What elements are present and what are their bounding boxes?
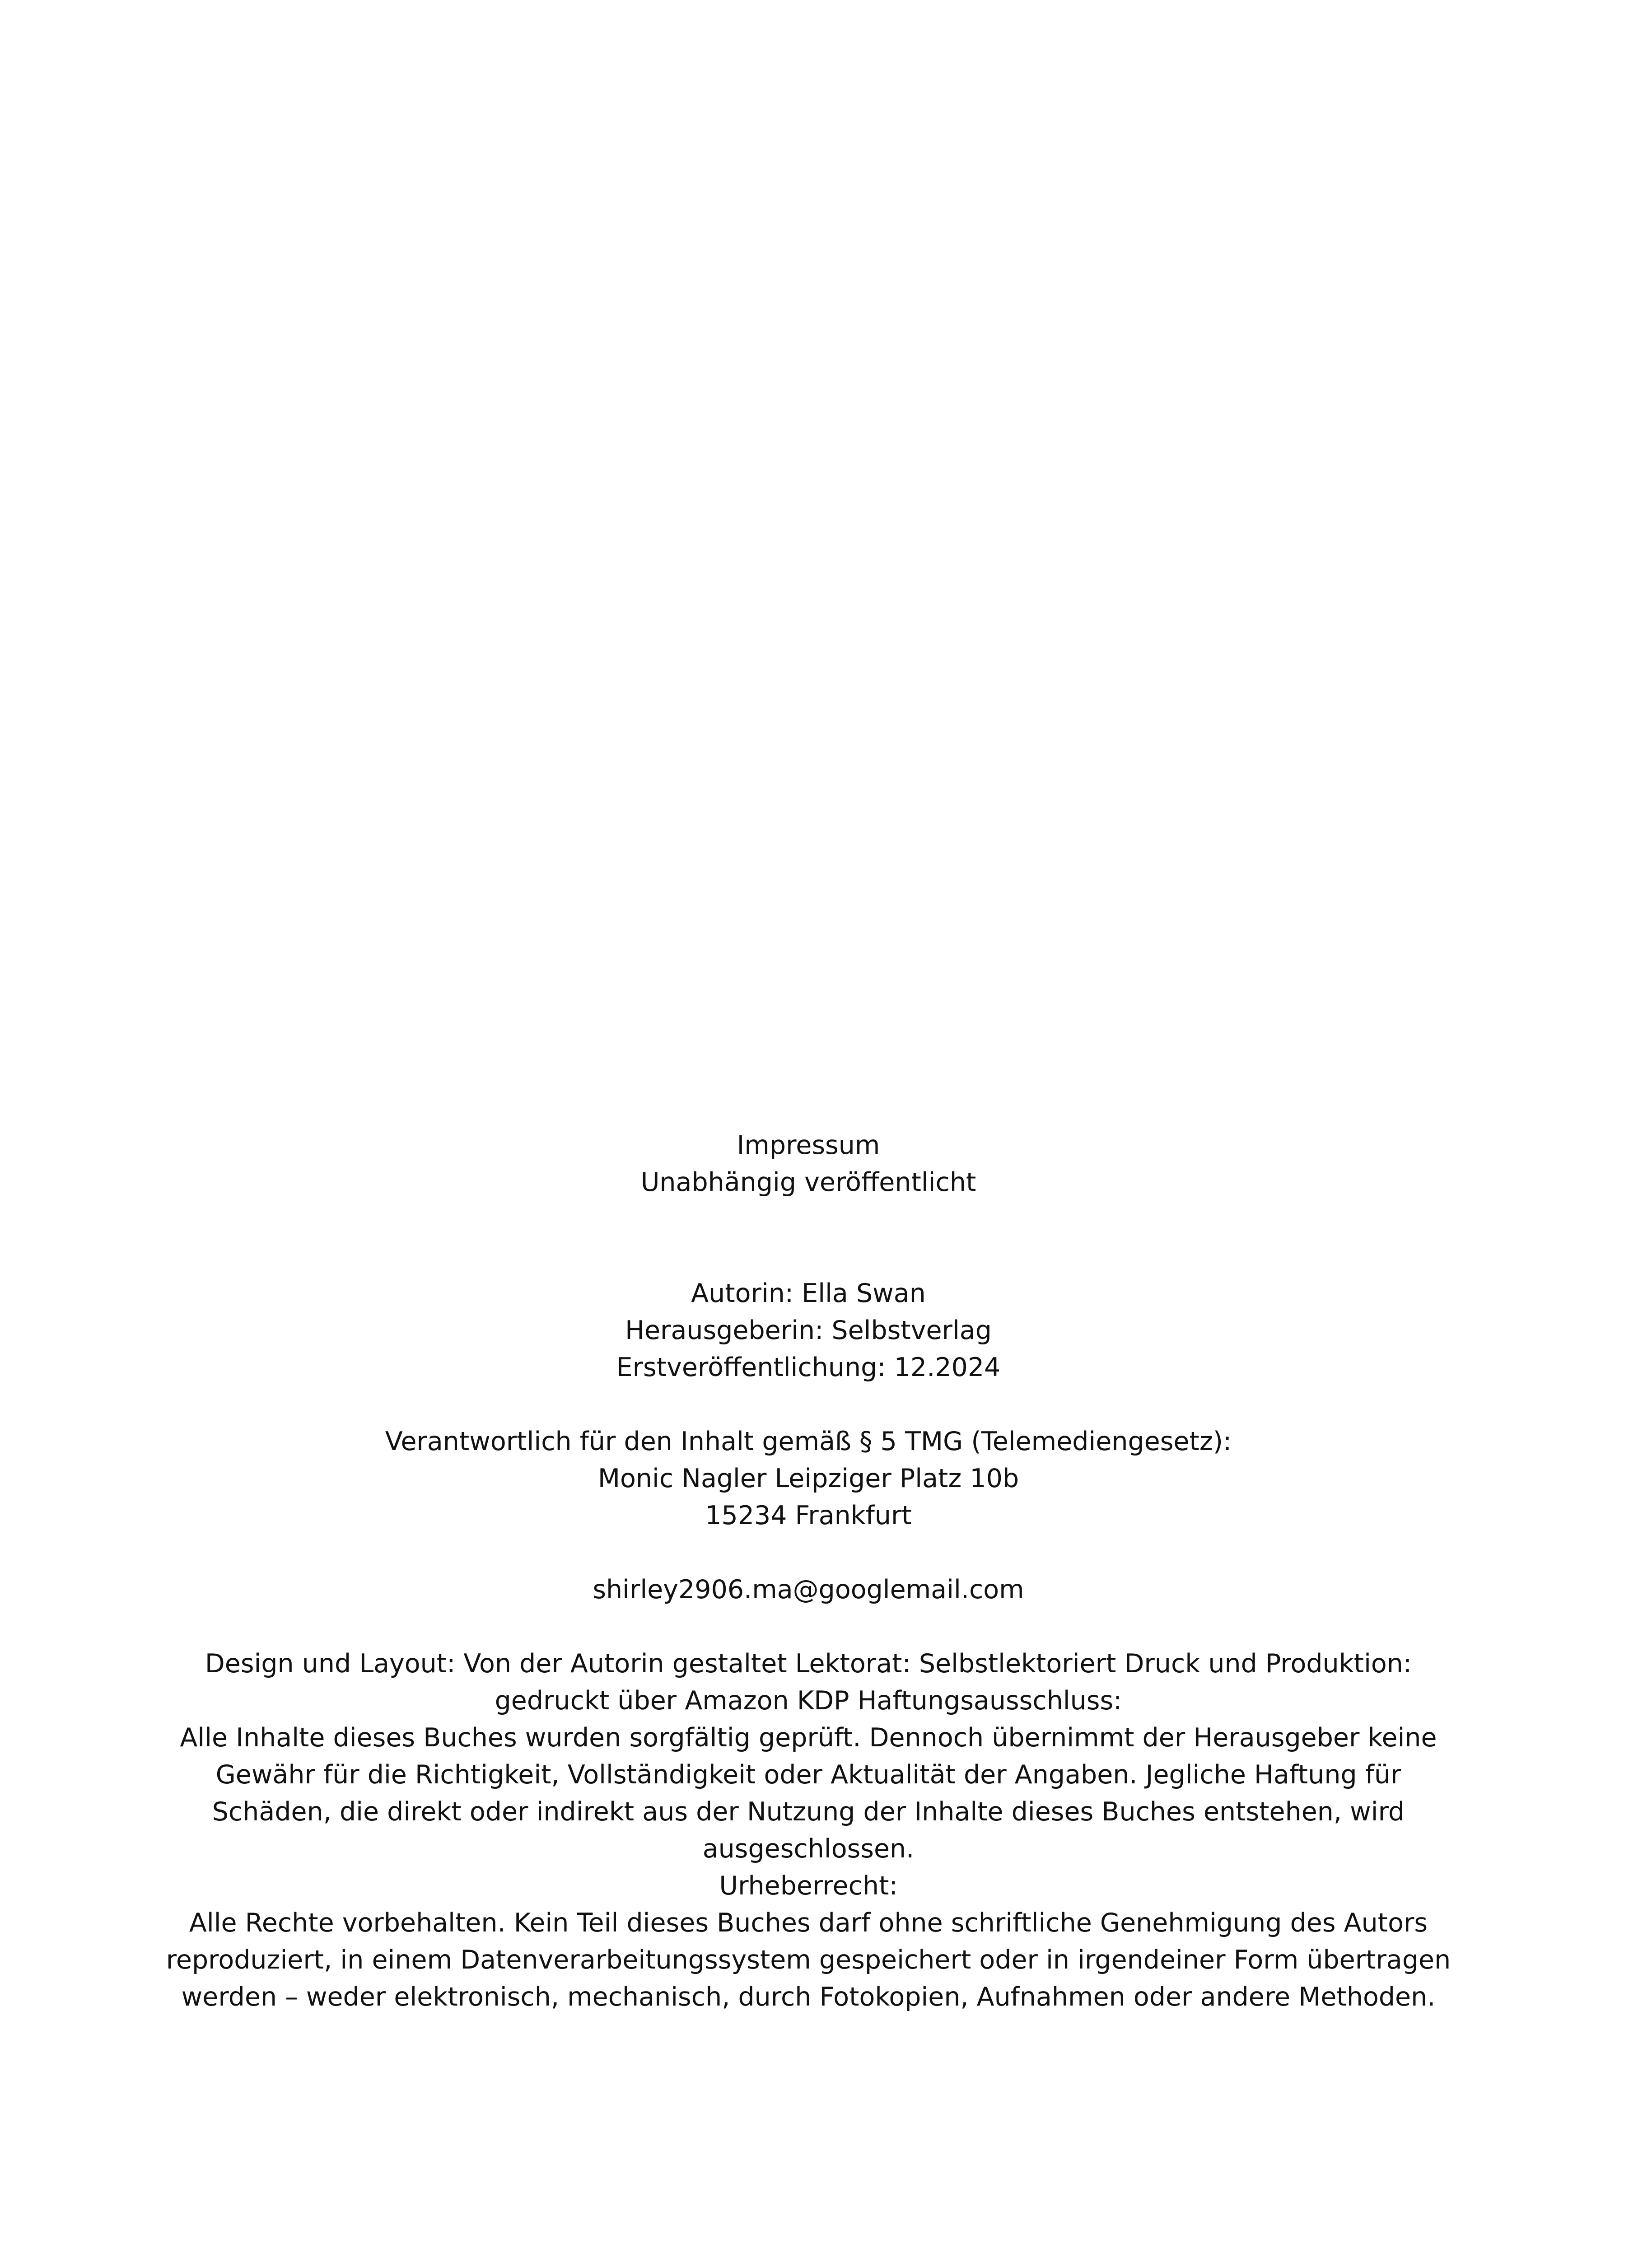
design-line-2: gedruckt über Amazon KDP Haftungsausschluss: [495,1686,1122,1716]
impressum-subheading: Unabhängig veröffentlicht [640,1167,976,1197]
first-publication-line: Erstveröffentlichung: 12.2024 [616,1353,1001,1382]
responsible-address-line-2: 15234 Frankfurt [705,1501,912,1530]
responsible-label: Verantwortlich für den Inhalt gemäß § 5 TMG (Telemediengesetz): [385,1427,1232,1456]
design-line-1: Design und Layout: Von der Autorin gestaltet Lektorat: Selbstlektoriert Druck und Produktion: [205,1649,1412,1679]
spacer [163,1608,1454,1645]
spacer [163,1534,1454,1571]
responsible-address-line-1: Monic Nagler Leipziger Platz 10b [597,1464,1019,1493]
publisher-line: Herausgeberin: Selbstverlag [625,1316,992,1345]
impressum-heading: Impressum [737,1130,880,1160]
spacer [163,1386,1454,1423]
spacer [163,1201,1454,1275]
copyright-text: Alle Rechte vorbehalten. Kein Teil dieses Buches darf ohne schriftliche Genehmigung des Autors reproduziert, in einem Datenverarbeitungssystem gespeichert oder in irgendeiner Form übertragen werden – weder elektronisch, mechanisch, durch Fotokopien, Aufnahmen oder andere Methoden. [166,1908,1451,2012]
impressum-block [163,1127,1454,2015]
disclaimer-text: Alle Inhalte dieses Buches wurden sorgfältig geprüft. Dennoch übernimmt der Herausgeber keine Gewähr für die Richtigkeit, Vollständigkeit oder Aktualität der Angaben. Jegliche Haftung für Schäden, die direkt oder indirekt aus der Nutzung der Inhalte dieses Buches entstehen, wird ausgeschlossen. [180,1723,1437,1864]
copyright-heading: Urheberrecht: [719,1871,898,1901]
author-line: Autorin: Ella Swan [691,1278,926,1308]
contact-email: shirley2906.ma@googlemail.com [593,1575,1024,1605]
